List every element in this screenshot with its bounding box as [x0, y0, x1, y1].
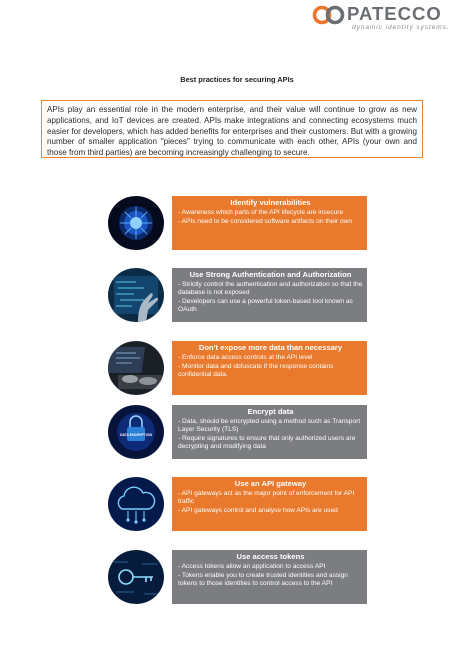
practice-item-api-gateway — [108, 477, 367, 531]
data-encryption-image — [108, 405, 164, 459]
practice-card — [172, 341, 367, 395]
practice-bullet: - Data, should be encrypted using a method such as Transport Layer Security (TLS) — [178, 418, 361, 433]
practice-title: Don't expose more data than necessary — [198, 343, 343, 352]
cloud-gateway-image — [108, 477, 164, 531]
practice-bullet: - Strictly control the authentication and authorization so that the database is not exposed — [178, 281, 363, 296]
practice-bullet: - Developers can use a powerful token-based tool known as OAuth — [178, 297, 353, 313]
laptop-hands-image — [108, 341, 164, 395]
practice-title: Identify vulnerabilities — [230, 198, 311, 207]
practice-card — [172, 550, 367, 604]
practice-item-access-tokens — [108, 550, 367, 604]
practice-bullet: - API gateways act as the major point of enforcement for API traffic — [178, 490, 355, 505]
practice-card — [172, 405, 367, 459]
digital-hand-image — [108, 268, 164, 322]
practice-bullet: - Awareness which parts of the API lifecycle are insecure — [178, 209, 344, 217]
practice-bullet: - Enforce data access controls at the API level — [178, 354, 313, 362]
practice-title: Use access tokens — [236, 552, 305, 561]
practice-bullet: - API gateways control and analyse how APIs are used — [178, 506, 338, 514]
practice-item-encrypt-data — [108, 405, 367, 459]
intro-box — [41, 100, 423, 158]
practice-bullet: - Tokens enable you to create trusted identities and assign tokens to those identities to control access to the API — [178, 572, 348, 587]
practice-title: Use an API gateway — [234, 479, 307, 488]
practice-card — [172, 477, 367, 531]
practice-card — [172, 268, 367, 322]
practice-item-identify-vulnerabilities — [108, 196, 367, 250]
circuit-sphere-image — [108, 196, 164, 250]
company-logo — [312, 3, 460, 33]
practice-card — [172, 196, 367, 250]
practice-bullet: - Monitor data and obfuscate if the response contains confidential data. — [178, 363, 334, 378]
practice-item-data-exposure — [108, 341, 367, 395]
practice-title: Encrypt data — [247, 407, 294, 416]
patecco-logo-icon — [312, 5, 346, 25]
brand-tagline: dynamic identity systems. — [352, 24, 450, 31]
practice-bullet: - APIs need to be considered software artifacts on their own — [178, 218, 353, 226]
digital-key-image — [108, 550, 164, 604]
practice-bullet: - Require signatures to ensure that only authorized users are decrypting and modifying data — [178, 434, 356, 450]
practice-title: Use Strong Authentication and Authorization — [189, 270, 352, 279]
practice-item-strong-authentication — [108, 268, 367, 322]
practice-bullet: - Access tokens allow an application to access API — [178, 563, 326, 571]
image-caption: DATA ENCRYPTION — [120, 433, 152, 437]
document-title: Best practices for securing APIs — [180, 75, 294, 84]
brand-name: PATECCO — [347, 3, 442, 24]
intro-text: APIs play an essential role in the modern enterprise, and their value will continue to grow as new applications, and IoT devices are created. APIs make integrations and connecting ecosystems much easier for developers, which has added benefits for enterprises and their customers. But with a growing number of smaller application "pieces" trying to communicate with each other, APIs (your own and those from third parties) are becoming increasingly challenging to secure. — [47, 105, 417, 158]
